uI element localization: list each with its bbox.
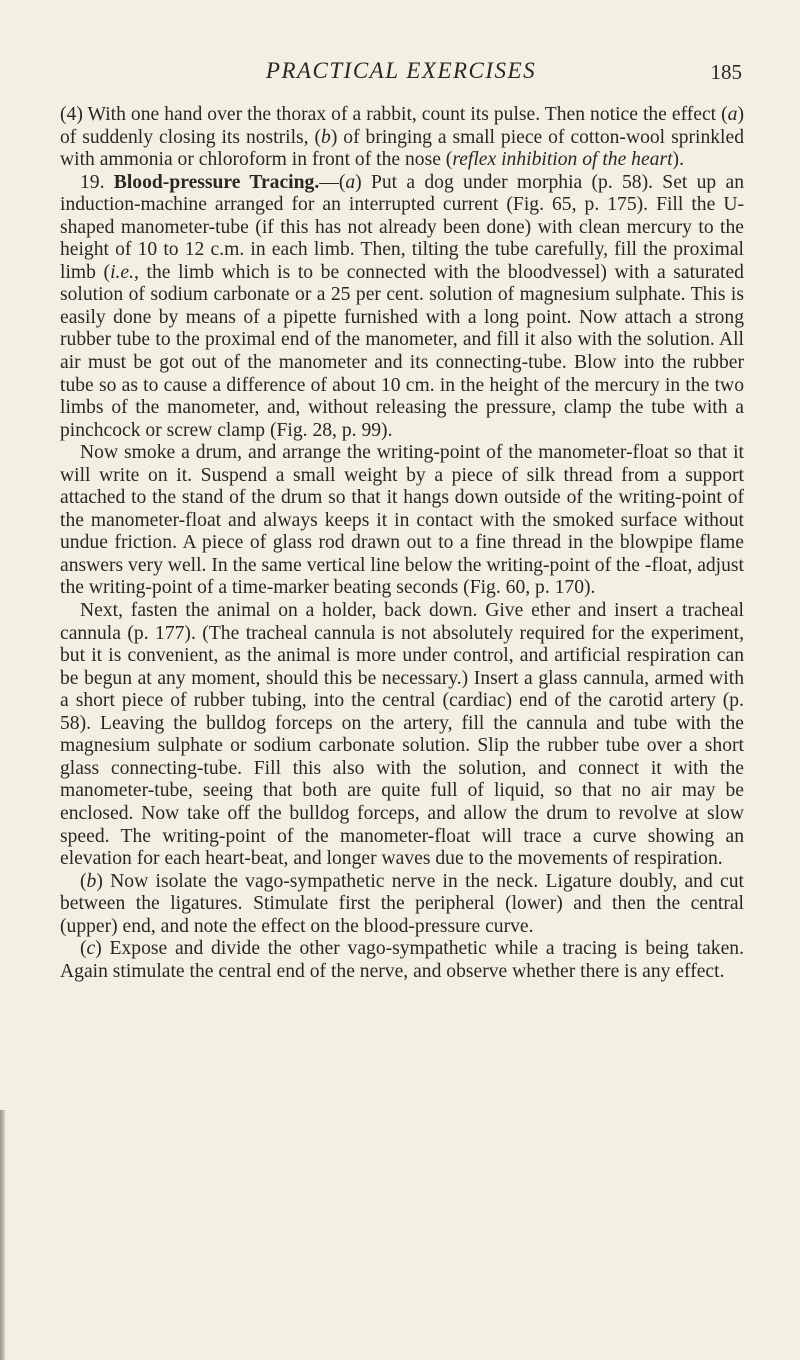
paragraph-text: (4) With one hand over the thorax of a rabbit, count its pulse. Then notice the effect ( (60, 104, 728, 125)
paragraph-blood-pressure (60, 172, 744, 443)
paragraph-text: ( (80, 870, 87, 892)
exercise-number: 19. (80, 171, 105, 193)
list-marker: a (727, 104, 738, 125)
paragraph-text: ) of bringing a small piece of cotton-wool sprinkled with ammonia or chloroform in front of the nose ( (60, 126, 744, 171)
paragraph-smoke-drum: Now smoke a drum, and arrange the writing-point of the manometer-float so that it will write on it. Suspend a small weight by a piece of silk thread from a support attached to the stand of the drum so that it hangs down outside of the writing-point of the manometer-float and always keeps it in contact with the smoked surface without undue friction. A piece of glass rod drawn out to a fine thread in the blowpipe flame answers very well. In the same vertical line below the writing-point of the -float, adjust the writing-point of a time-marker beating seconds (Fig. 60, p. 170). (60, 442, 744, 599)
paragraph-text: ) Expose and divide the other vago-sympathetic while a tracing is being taken. Again stimulate the central end of the nerve, and observe whether there is any effect. (60, 938, 744, 982)
body-text (60, 104, 744, 983)
section-heading: Blood-pressure Tracing. (113, 171, 320, 193)
paragraph-vago-sympathetic-b (60, 871, 744, 939)
paragraph-vago-sympathetic-c (60, 938, 744, 983)
list-marker: b (321, 126, 331, 148)
emphasis-text: i.e. (110, 261, 135, 283)
paragraph-text: ( (80, 938, 87, 960)
list-marker: a (345, 171, 356, 193)
paragraph-text: ) of suddenly closing its nostrils, ( (60, 104, 744, 148)
page-number: 185 (710, 60, 742, 84)
paragraph-rabbit-pulse (60, 104, 744, 172)
paragraph-text: , the limb which is to be connected with the bloodvessel) with a saturated solution of sodium carbonate or a 25 per cent. solution of magnesium sulphate. This is easily done by means of a pipette furnished with a long point. Now attach a strong rubber tube to the proximal end of the manometer, and fill it also with the solution. All air must be got out of the manometer and its connecting-tube. Blow into the rubber tube so as to cause a difference of about 10 cm. in the height of the mercury in the two limbs of the manometer, and, without releasing the pressure, clamp the tube with a pinchcock or screw clamp (Fig. 28, p. 99). (60, 261, 744, 441)
paragraph-text: ). (672, 149, 684, 171)
list-marker: c (86, 938, 96, 960)
paragraph-text: —( (319, 171, 346, 193)
paragraph-text: ) Put a dog under morphia (p. 58). Set up an induction-machine arranged for an interrupted current (Fig. 65, p. 175). Fill the U-shaped manometer-tube (if this has not already been done) with clean mercury to the height of 10 to 12 c.m. in each limb. Then, tilting the tube carefully, fill the proximal limb ( (60, 171, 744, 283)
page-gutter-shadow (0, 1110, 5, 1360)
paragraph-text: ) Now isolate the vago-sympathetic nerve in the neck. Ligature doubly, and cut between the ligatures. Stimulate first the peripheral (lower) and then the central (upper) end, and note the effect on the blood-pressure curve. (60, 870, 744, 937)
emphasis-text: reflex inhibition of the heart (452, 149, 673, 171)
running-title: PRACTICAL EXERCISES (265, 58, 537, 83)
list-marker: b (86, 870, 97, 892)
running-header (60, 58, 742, 92)
paragraph-cannula: Next, fasten the animal on a holder, back down. Give ether and insert a tracheal cannula (p. 177). (The tracheal cannula is not absolutely required for the experiment, but it is convenient, as the animal is more under control, and artificial respiration can be begun at any moment, should this be necessary.) Insert a glass cannula, armed with a short piece of rubber tubing, into the central (cardiac) end of the carotid artery (p. 58). Leaving the bulldog forceps on the artery, fill the cannula and tube with the magnesium sulphate or sodium carbonate solution. Slip the rubber tube over a short glass connecting-tube. Fill this also with the solution, and connect it with the manometer-tube, seeing that both are quite full of liquid, so that no air may be enclosed. Now take off the bulldog forceps, and allow the drum to revolve at slow speed. The writing-point of the manometer-float will trace a curve showing an elevation for each heart-beat, and longer waves due to the movements of respiration. (60, 600, 744, 870)
